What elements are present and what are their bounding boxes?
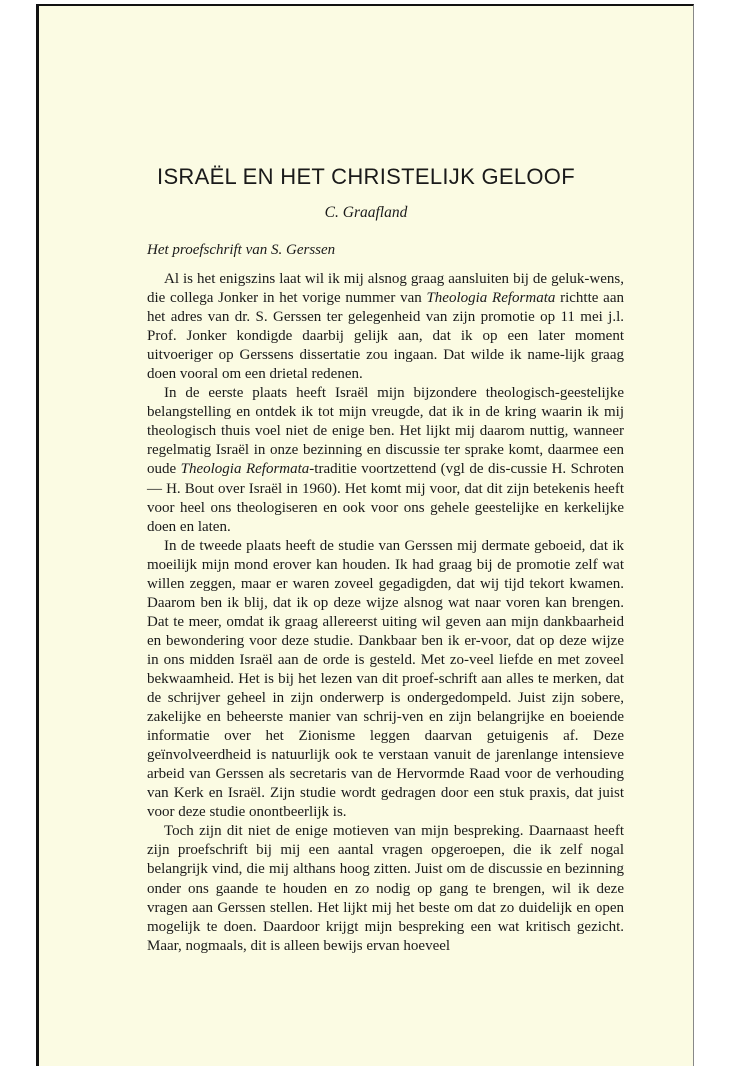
article-title: ISRAËL EN HET CHRISTELIJK GELOOF <box>157 164 575 189</box>
italic-title-text: Theologia Reformata <box>180 461 310 478</box>
paragraph-text: richtte aan het adres van dr. S. Gerssen ter gelegenheid van zijn promotie op 11 mei j.l. Prof. Jonker kondigde daarbij gelijk aan, dat ik op een later moment uitvoeriger op Gerssens dissertatie zou ingaan. Dat wilde ik name-lijk graag doen vooral om een drietal redenen. <box>147 290 624 383</box>
paragraph-text: -traditie voortzettend (vgl de dis-cussie H. Schroten — H. Bout over Israël in 1960). Het komt mij voor, dat dit zijn betekenis heeft voor heel ons theologiseren en ook voor ons gehele geestelijke en kerkelijke doen en laten. <box>147 461 624 535</box>
section-heading: Het proefschrift van S. Gerssen <box>147 242 336 258</box>
paragraph-text: Toch zijn dit niet de enige motieven van mijn bespreking. Daarnaast heeft zijn proefschrift bij mij een aantal vragen opgeroepen, die ik zelf nogal belangrijk vind, die mij althans hoog zitten. Juist om de discussie en bezinning onder ons gaande te houden en zo nodig op gang te brengen, wil ik deze vragen aan Gerssen stellen. Het lijkt mij het beste om dat zo duidelijk en open mogelijk te doen. Daardoor krijgt mijn bespreking een wat kritisch gezicht. Maar, nogmaals, dit is alleen bewijs ervan hoeveel <box>147 823 624 954</box>
article-body <box>147 270 624 956</box>
article-author: C. Graafland <box>324 204 408 221</box>
journal-page <box>36 4 694 1066</box>
paragraph <box>147 822 624 955</box>
italic-title-text: Theologia Reformata <box>426 290 556 307</box>
paragraph <box>147 384 624 536</box>
paragraph-text: Al is het enigszins laat wil ik mij alsnog graag aansluiten bij de geluk-wens, die collega Jonker in het vorige nummer van <box>147 271 624 307</box>
paragraph-text: In de tweede plaats heeft de studie van Gerssen mij dermate geboeid, dat ik moeilijk mijn mond erover kan houden. Ik had graag bij de promotie zelf wat willen zeggen, maar er waren zoveel gegadigden, dat wij tijd tekort kwamen. Daarom ben ik blij, dat ik op deze wijze alsnog wat naar voren kan brengen. Dat te meer, omdat ik graag allereerst uiting wil geven aan mijn dankbaarheid en bewondering voor deze studie. Dankbaar ben ik er-voor, dat op deze wijze in ons midden Israël aan de orde is gesteld. Met zo-veel liefde en met zoveel bekwaamheid. Het is bij het lezen van dit proef-schrift aan alles te merken, dat de schrijver geheel in zijn onderwerp is ondergedompeld. Juist zijn sobere, zakelijke en beheerste manier van schrij-ven en zijn belangrijke en boeiende informatie over het Zionisme leggen daarvan getuigenis af. Deze geïnvolveerdheid is natuurlijk ook te verstaan vanuit de jarenlange intensieve arbeid van Gerssen als secretaris van de Hervormde Raad voor de verhouding van Kerk en Israël. Zijn studie wordt gedragen door een stuk praxis, dat juist voor deze studie onontbeerlijk is. <box>147 537 624 821</box>
paragraph <box>147 537 624 823</box>
paragraph <box>147 270 624 384</box>
paragraph-text: In de eerste plaats heeft Israël mijn bijzondere theologisch-geestelijke belangstelling en ontdek ik tot mijn vreugde, dat ik in de kring waarin ik mij theologisch thuis voel niet de enige ben. Het lijkt mij daarom nuttig, wanneer regelmatig Israël in onze bezinning en discussie ter sprake komt, daarmee een oude <box>147 385 624 478</box>
